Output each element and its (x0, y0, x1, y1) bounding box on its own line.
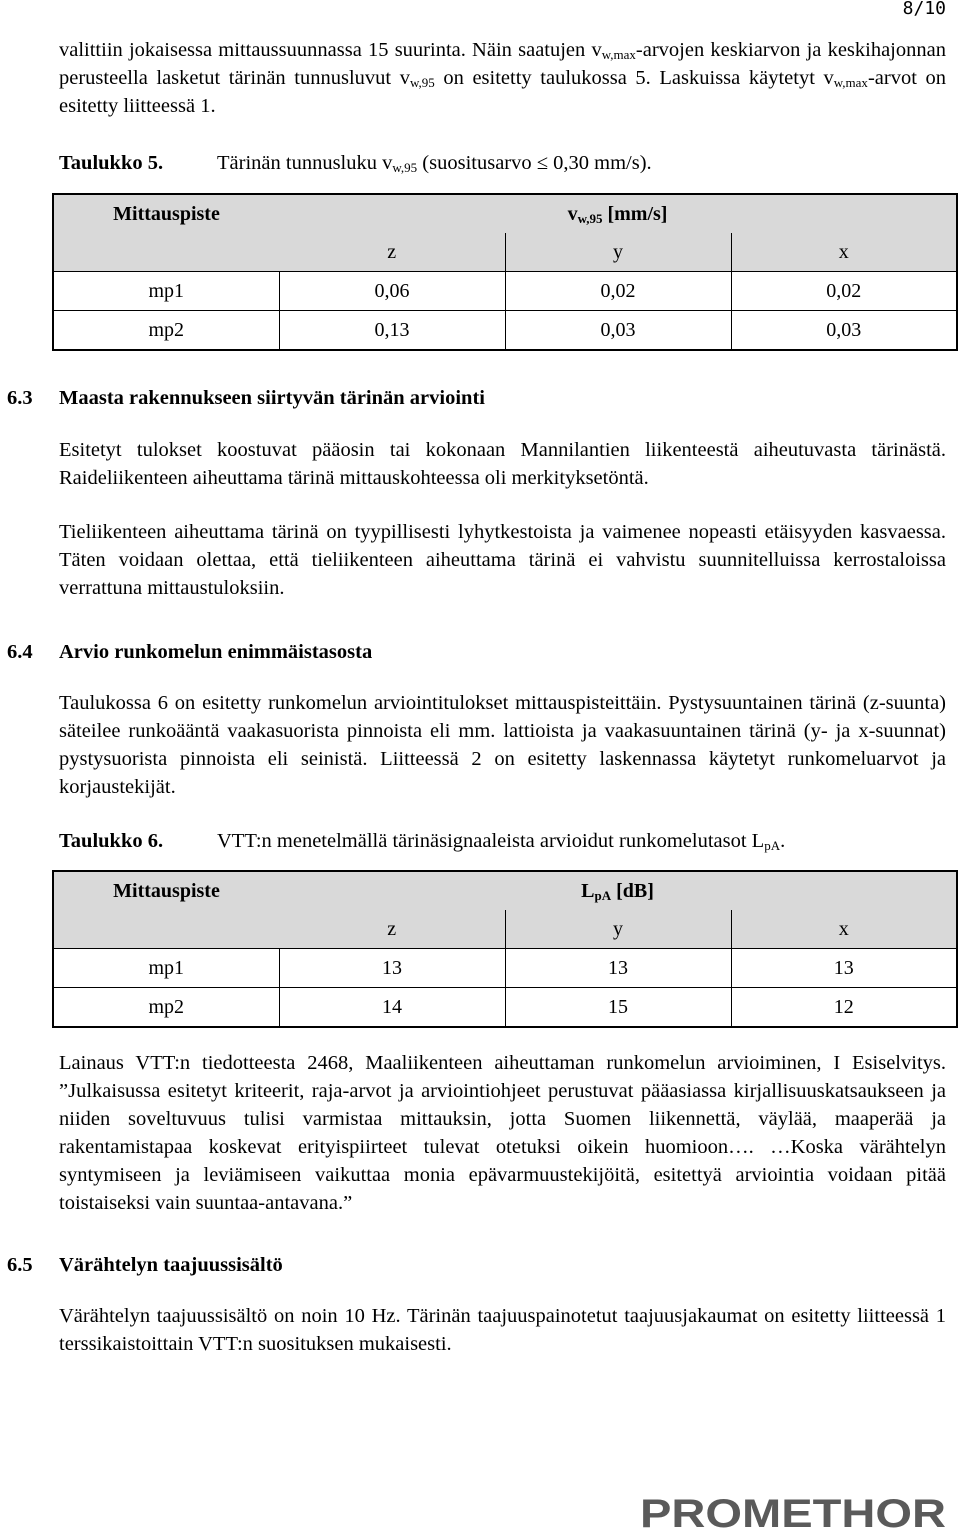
section-6-5-paragraph: Värähtelyn taajuussisältö on noin 10 Hz. Tärinän taajuuspainotetut taajuusjakaumat on esitetty liitteessä 1 terssikaistoittain VTT:n suosituksen mukaisesti. (59, 1305, 946, 1355)
table5-label: Taulukko 5. (59, 152, 164, 174)
section-6-5-heading: 6.5 Värähtelyn taajuussisältö (7, 1254, 283, 1276)
promethor-logo (640, 1494, 946, 1530)
table5-caption: Taulukko 5. Tärinän tunnusluku $v_{w,95}$ (suositusarvo ≤ 0,30 mm/s). (59, 149, 949, 177)
section-6-3-paragraph-2: Tieliikenteen aiheuttama tärinä on tyypillisesti lyhytkestoista ja vaimenee nopeasti etäisyyden kasvaessa. Täten voidaan olettaa, että tieliikenteen aiheuttama tärinä ei vahvistu suunnitelluissa kerrostaloissa verrattuna mittaustuloksiin. (59, 521, 946, 599)
page-number: 8/10 (902, 0, 946, 19)
table6 (52, 870, 958, 1028)
intro-paragraph: valittiin jokaisessa mittaussuunnassa 15 suurinta. Näin saatujen $v_{w,max}$-arvojen keskiarvon ja keskihajonnan perusteella lasketut tärinän tunnusluvut $v_{w,95}$ on esitetty taulukossa 5. Laskuissa käytetyt $v_{w,max}$-arvot on esitetty liitteessä 1. (59, 39, 946, 117)
table5-col-unit: $v_{w,95}$ [mm/s] (279, 194, 957, 233)
vtt-quote-paragraph: Lainaus VTT:n tiedotteesta 2468, Maaliikenteen aiheuttaman runkomelun arvioiminen, I Esiselvitys. ”Julkaisussa esitetyt kriteerit, raja-arvot ja arviointiohjeet perustuvat pääasiassa kirjallisuuskatsaukseen ja niiden soveltuvuus tulisi varmistaa mittauksin, jotta Suomen liikennettä, väylää, maaperää ja rakentamistapaa koskevat erityispiirteet tulevat otetuksi oikein huomioon…. …Koska värähtelyn syntymiseen ja leviämiseen vaikuttaa monia epävarmuustekijöitä, esitettyä arviointia voidaan pitää toistaiseksi vain suuntaa-antavana.” (59, 1052, 946, 1214)
table6-col-point: Mittauspiste (53, 871, 279, 910)
table6-caption: Taulukko 6. VTT:n menetelmällä tärinäsignaaleista arvioidut runkomelutasot $L_{pA}$. (59, 827, 949, 855)
table6-axis-z: z (387, 918, 397, 940)
table5-axis-z: z (387, 241, 397, 263)
logo-text: PROMETHOR (640, 1494, 946, 1530)
table5-axis-y: y (505, 233, 731, 272)
table-row: mp2 0,13 0,03 0,03 (53, 311, 957, 351)
section-6-3-paragraph-1: Esitetyt tulokset koostuvat pääosin tai kokonaan Mannilantien liikenteestä aiheutuvasta tärinästä. Raideliikenteen aiheuttama tärinä mittauskohteessa oli merkityksetöntä. (59, 439, 946, 489)
table5 (52, 193, 958, 351)
table6-axis-y: y (505, 910, 731, 949)
table5-col-point: Mittauspiste (53, 194, 279, 233)
table-row: mp2 14 15 12 (53, 988, 957, 1028)
section-6-3-heading: 6.3 Maasta rakennukseen siirtyvän tärinän arviointi (7, 387, 485, 409)
table-row: mp1 0,06 0,02 0,02 (53, 272, 957, 311)
table6-axis-x: x (731, 910, 957, 949)
table5-axis-x: x (731, 233, 957, 272)
section-6-4-heading: 6.4 Arvio runkomelun enimmäistasosta (7, 641, 373, 663)
table6-label: Taulukko 6. (59, 830, 164, 852)
table6-col-unit: $L_{pA}$ [dB] (279, 871, 957, 910)
section-6-4-paragraph: Taulukossa 6 on esitetty runkomelun arviointitulokset mittauspisteittäin. Pystysuuntainen tärinä (z-suunta) säteilee runkoääntä vaakasuorista pinnoista eli mm. lattioista ja vaakasuuntainen tärinä (y- ja x-suunnat) pystysuorista pinnoista eli seinistä. Liitteessä 2 on esitetty laskennassa käytetyt runkomeluarvot ja korjaustekijät. (59, 692, 946, 798)
table-row: mp1 13 13 13 (53, 949, 957, 988)
